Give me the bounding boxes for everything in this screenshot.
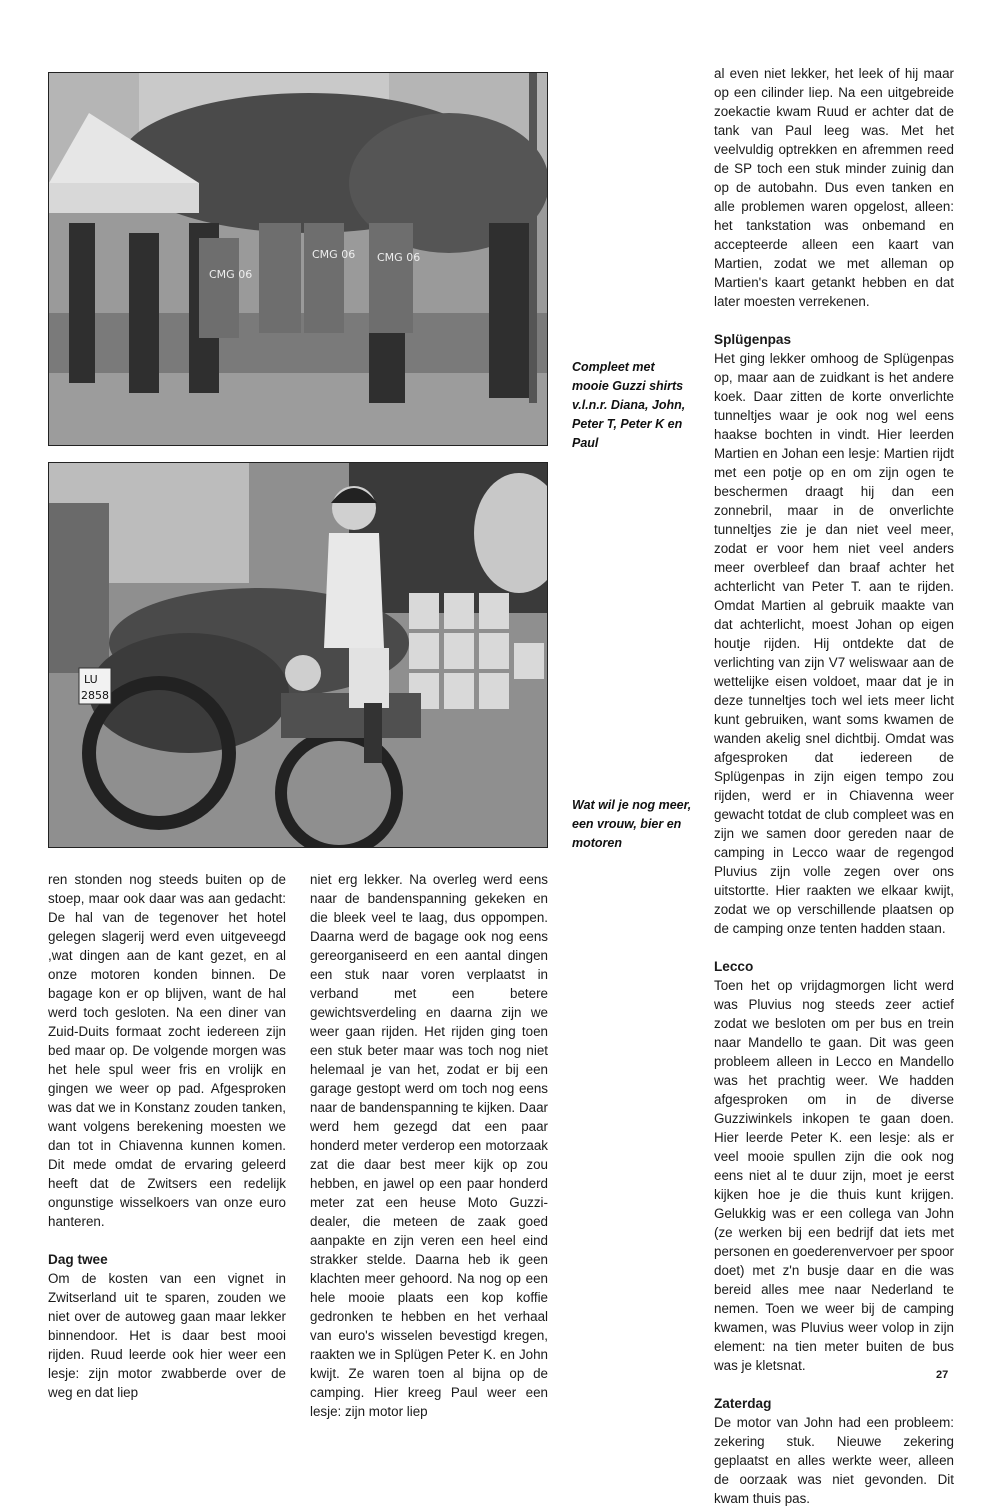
paragraph-hotel: ren stonden nog steeds buiten op de stoep, maar ook daar was aan gedacht: De hal van de tegenover het hotel gelegen slagerij werd even uitgeveegd ,wat dingen aan de kant gezet, en al onze motoren konden binnen. De bagage kon er op blijven, want de hal werd toch gesloten. Na een diner van Zuid-Duits formaat zocht iedereen zijn bed maar op. De volgende morgen was het hele spul weer fris en vrolijk en gingen we weer op pad. Afgesproken was dat we in Konstanz zouden tanken, want volgens berekening moesten we dan tot in Chiavenna kunnen komen. Dit mede omdat de ervaring geleerd heeft dat de Zwitsers een redelijk ongunstige wisselkoers van onze euro hanteren.	[48, 872, 286, 1229]
shirt-text-1: CMG 06	[209, 268, 253, 281]
page-number: 27	[936, 1369, 949, 1381]
heading-lecco: Lecco	[714, 959, 754, 974]
paragraph-tank: al even niet lekker, het leek of hij maar op een cilinder liep. Na een uitgebreide zoekactie kwam Ruud er achter dat de tank van Paul leeg was. Met het veelvuldig optrekken en afremmen reed de SP toch een stuk minder zuinig dan op de autobahn. Dus even tanken en alle problemen waren opgelost, alleen: het tankstation was onbemand en accepteerde alleen een kaart van Martien, zodat we met alleman op Martien's kaart getankt hebben en dat later moesten verrekenen.	[714, 66, 954, 309]
paragraph-bandenspanning: niet erg lekker. Na overleg werd eens naar de bandenspanning gekeken en die bleek veel te laag, dus oppompen. Daarna werd de bagage ook nog eens gereorganiseerd en een aantal dingen een stuk naar voren verplaatst in verband met een betere gewichtsverdeling en daarna zijn we weer gaan rijden. Het rijden ging toen een stuk beter maar was toch nog niet helemaal je van het, zodat er bij een garage gestopt werd om toch nog eens naar de bandenspanning te kijken. Daar werd hem gezegd dat een paar honderd meter verderop een motorzaak zat die daar best meer kijk op zou hebben, en jawel op een paar honderd meter zat een heuse Moto Guzzi-dealer, die meteen de zaak goed aanpakte en zijn veren een heel eind strakker stelde. Daarna heb ik geen klachten meer gehoord. Na nog op een hele mooie plaats een kop koffie gedronken te hebben en het verhaal van euro's wisselen bevestigd kregen, raakten we in Splügen Peter K. en John kwijt. Ze waren toen al bijna op de camping. Hier kreeg Paul weer een lesje: zijn motor liep	[310, 872, 548, 1419]
group-photo	[48, 72, 548, 446]
license-plate-line2: 2858	[81, 689, 109, 702]
photo1-caption: Compleet met mooie Guzzi shirts v.l.n.r. Diana, John, Peter T, Peter K en Paul	[572, 360, 686, 450]
paragraph-dag-twee: Om de kosten van een vignet in Zwitserland uit te sparen, zouden we niet over de autoweg gaan maar lekker binnendoor. Het is daar best mooi rijden. Ruud leerde ook hier weer een lesje: zijn motor zwabberde over de weg en dat liep	[48, 1271, 286, 1400]
license-plate-line1: LU	[84, 673, 98, 686]
heading-zaterdag: Zaterdag	[714, 1396, 772, 1411]
paragraph-lecco: Toen het op vrijdagmorgen licht werd was Pluvius nog steeds zeer actief zodat we besloten om per bus en trein naar Mandello te gaan. Dit was geen probleem alleen in Lecco en Mandello was het prachtig weer. We hadden afgesproken om in de diverse Guzziwinkels inkopen te gaan doen. Hier leerde Peter K. een lesje: als er veel mooie spullen zijn die ook nog eens niet al te duur zijn, moet je eerst kijken hoe je die thuis kunt krijgen. Gelukkig was er een collega van John (ze werken bij een bedrijf dat iets met personen en goederenvervoer per spoor doet) met z'n busje daar en die was bereid alles mee naar Nederland te nemen. Toen we weer bij de camping kwamen, was Pluvius weer volop in zijn element: na tien meter buiten de bus was je kletsnat.	[714, 978, 954, 1373]
paragraph-zaterdag: De motor van John had een probleem: zekering stuk. Nieuwe zekering geplaatst en alles werkte weer, alleen de oorzaak was niet gevonden. Dit kwam thuis pas.	[714, 1415, 954, 1506]
middle-column	[310, 870, 548, 1421]
heading-dag-twee: Dag twee	[48, 1252, 108, 1267]
paragraph-splugenpas: Het ging lekker omhoog de Splügenpas op, maar aan de zuidkant is het andere koek. Daar zitten de korte onverlichte tunneltjes waar je ook nog wel eens haakse bochten in vindt. Hier leerden Martien en Johan een lesje: Martien rijdt met een potje op en om zijn ogen te beschermen draagt hij dan een zonnebril, maar in de onverlichte tunneltjes zie je dan niet veel meer, zodat er voor hem niet veel anders meer overbleef dan braaf achter het achterlicht van Peter T. aan te rijden. Omdat Martien al gebruik maakte van dat achterlicht, moest Johan op eigen houtje rijden. Hij ontdekte dat de verlichting van zijn V7 weliswaar aan de wettelijke eisen voldoet, maar dat je in deze tunneltjes toch wel iets meer licht kunt gebruiken, want soms kwamen de wanden akelig snel dichtbij. Omdat was afgesproken dat iedereen de Splügenpas in zijn eigen tempo zou rijden, werd er in Chiavenna weer gewacht totdat de club compleet was en zijn we samen door gereden naar de camping in Lecco waar de regengod Pluvius zijn volle zegen over ons uitstortte. Hier raakten we elkaar kwijt, zodat we op verschillende plaatsen op de camping onze tenten hadden staan.	[714, 351, 954, 936]
shirt-text-3: CMG 06	[377, 251, 421, 264]
heading-splugenpas: Splügenpas	[714, 332, 792, 347]
photo2-caption: Wat wil je nog meer, een vrouw, bier en motoren	[572, 798, 692, 850]
right-column	[714, 64, 954, 1508]
motorcycle-photo	[48, 462, 548, 848]
shirt-text-2: CMG 06	[312, 248, 356, 261]
left-column	[48, 870, 286, 1402]
